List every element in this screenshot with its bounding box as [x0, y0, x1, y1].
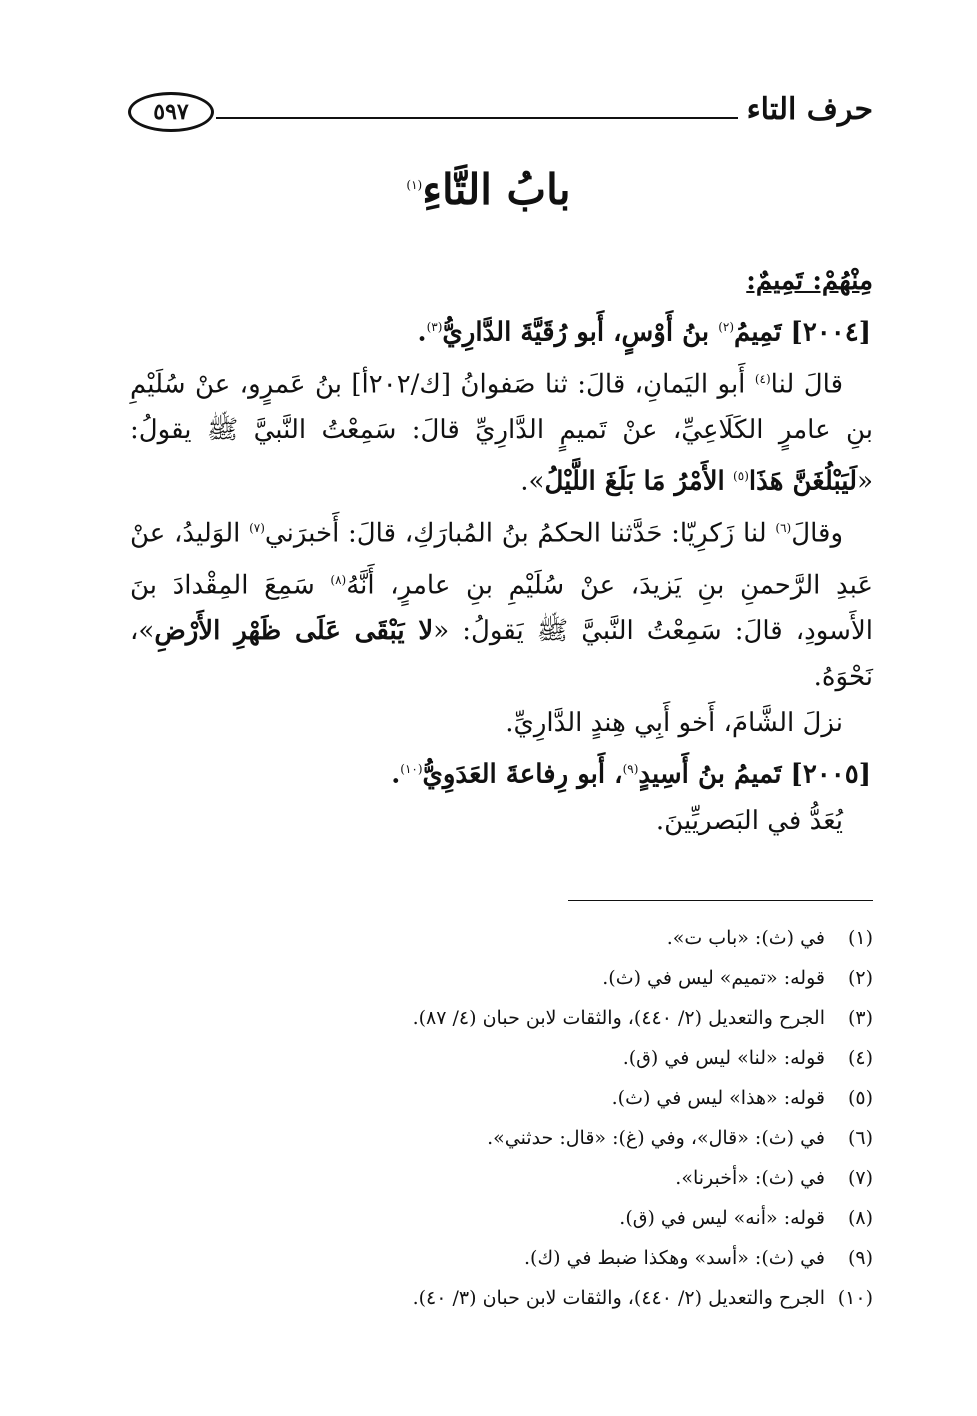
text-span: »، نَحْوَهُ. — [130, 616, 873, 693]
footnote-ref: (٨) — [330, 572, 347, 587]
running-title: حرف التاء — [746, 92, 873, 127]
main-text — [130, 258, 873, 844]
page-number-oval — [128, 92, 214, 132]
footnote-separator — [568, 900, 873, 901]
footnote-ref: (٥) — [733, 469, 749, 484]
entry-2004-heading — [130, 304, 873, 356]
text-span: وقالَ — [791, 518, 844, 549]
footnote-item — [130, 1278, 873, 1318]
footnote-text: قوله: «لنا» ليس في (ق). — [622, 1047, 825, 1069]
footnote-ref: (٤) — [754, 371, 771, 386]
footnote-number: (٤) — [847, 1047, 873, 1069]
footnote-number: (١) — [847, 927, 873, 949]
text-span: يُعَدُّ في البَصريِّينَ. — [655, 805, 843, 836]
hadith-text: لَيَبْلُغَنَّ هَذَا — [748, 466, 858, 497]
entry-name-start: تَميمُ بنُ أَسِيدٍ — [638, 759, 782, 790]
footnote-number: (٦) — [847, 1127, 873, 1149]
footnote-text: الجرح والتعديل (٢/ ٤٤٠)، والثقات لابن حبان (٣/ ٤٠). — [412, 1287, 825, 1309]
text-span: ». — [520, 466, 545, 497]
footnote-text: الجرح والتعديل (٢/ ٤٤٠)، والثقات لابن حبان (٤/ ٨٧). — [412, 1007, 825, 1029]
footnote-text: في (ث): «باب ت». — [666, 927, 825, 949]
footnote-text: قوله: «أنه» ليس في (ق). — [619, 1207, 825, 1229]
footnote-number: (١٠) — [837, 1287, 873, 1309]
paragraph-2 — [130, 505, 873, 700]
footnote-text: قوله: «هذا» ليس في (ث). — [611, 1087, 825, 1109]
footnote-item — [130, 998, 873, 1038]
footnote-item — [130, 1198, 873, 1238]
chapter-title — [0, 165, 977, 214]
paragraph-3 — [130, 700, 873, 746]
text-span: سَمِعَ المِقْدادَ بنَ الأَسودِ، قالَ: سَمِعْتُ النَّبيَّ ﷺ يَقولُ: « — [130, 570, 874, 647]
footnote-number: (٢) — [847, 967, 873, 989]
entry-name-end: ، أَبو رِفاعةَ العَدَوِيُّ — [422, 759, 623, 790]
paragraph-1 — [130, 356, 873, 505]
chapter-footnote-ref: (١) — [406, 178, 423, 192]
chapter-title-text: بابُ التَّاءِ — [422, 165, 571, 214]
footnote-ref: (١٠) — [400, 762, 423, 777]
footnote-number: (٥) — [847, 1087, 873, 1109]
paragraph-4 — [130, 798, 873, 844]
footnote-item — [130, 1158, 873, 1198]
entry-end: . — [417, 317, 427, 348]
footnote-text: في (ث): «أسد» وهكذا ضبط في (ك). — [524, 1247, 825, 1269]
hadith-text: الأَمْرُ مَا بَلَغَ اللَّيْلُ — [544, 466, 725, 497]
footnote-text: قوله: «تميم» ليس في (ث). — [602, 967, 825, 989]
footnote-number: (٧) — [847, 1167, 873, 1189]
footnote-item — [130, 1118, 873, 1158]
section-subheading-line — [130, 258, 873, 304]
footnote-item — [130, 958, 873, 998]
hadith-text: لا يَبْقَى عَلَى ظَهْرِ الأَرْضِ — [154, 616, 434, 647]
footnote-ref: (٣) — [426, 320, 443, 334]
page-number: ٥٩٧ — [153, 99, 189, 125]
entry-name-start: تَمِيمُ — [734, 317, 782, 348]
footnote-text: في (ث): «أخبرنا». — [675, 1167, 825, 1189]
footnote-text: في (ث): «قال»، وفي (غ): «قال: حدثني». — [487, 1127, 825, 1149]
text-span: الوَليدُ، عنْ عَبدِ الرَّحمنِ بنِ يَزيدَ، عنْ سُلَيْمِ بنِ عامرٍ، أَنَّهُ — [130, 518, 873, 601]
entry-2005-heading — [130, 746, 873, 798]
text-span: نزلَ الشَّامَ، أَخو أَبِي هِندٍ الدَّارِيِّ. — [505, 708, 843, 739]
footnote-number: (٣) — [847, 1007, 873, 1029]
header-rule — [216, 117, 738, 119]
running-header — [128, 86, 873, 148]
footnote-ref: (٩) — [622, 762, 639, 777]
footnote-item — [130, 918, 873, 958]
entry-end: . — [391, 759, 401, 790]
footnote-item — [130, 1238, 873, 1278]
footnote-item — [130, 1038, 873, 1078]
entry-number: [٢٠٠٥] — [790, 759, 871, 790]
footnote-ref: (٦) — [775, 520, 792, 535]
footnote-item — [130, 1078, 873, 1118]
entry-number: [٢٠٠٤] — [790, 317, 871, 348]
text-span: قالَ لنا — [770, 369, 844, 400]
footnote-ref: (٢) — [718, 320, 735, 334]
footnote-number: (٨) — [847, 1207, 873, 1229]
footnote-number: (٩) — [847, 1247, 873, 1269]
footnote-ref: (٧) — [249, 520, 265, 535]
footnotes-list — [130, 918, 873, 1318]
text-span: أَبو اليَمانِ، قالَ: ثنا صَفوانُ [ك/٢٠٢أ] بنُ عَمرٍو، عنْ سُلَيْمِ بنِ عامرٍ الكَلَاعِيِّ، عنْ تَميمٍ الدَّارِيِّ قالَ: سَمِعْتُ النَّبيَّ ﷺ يقولُ: « — [130, 369, 873, 497]
entry-name-end: بنُ أَوْسٍ، أَبو رُقَيَّةَ الدَّارِيُّ — [442, 317, 710, 348]
text-span: لنا زَكرِيّا: حَدَّثنا الحكمُ بنُ المُبارَكِ، قالَ: أَخبرَني — [264, 518, 767, 549]
section-subheading: مِنْهُمْ: تَمِيمٌ: — [746, 266, 873, 296]
